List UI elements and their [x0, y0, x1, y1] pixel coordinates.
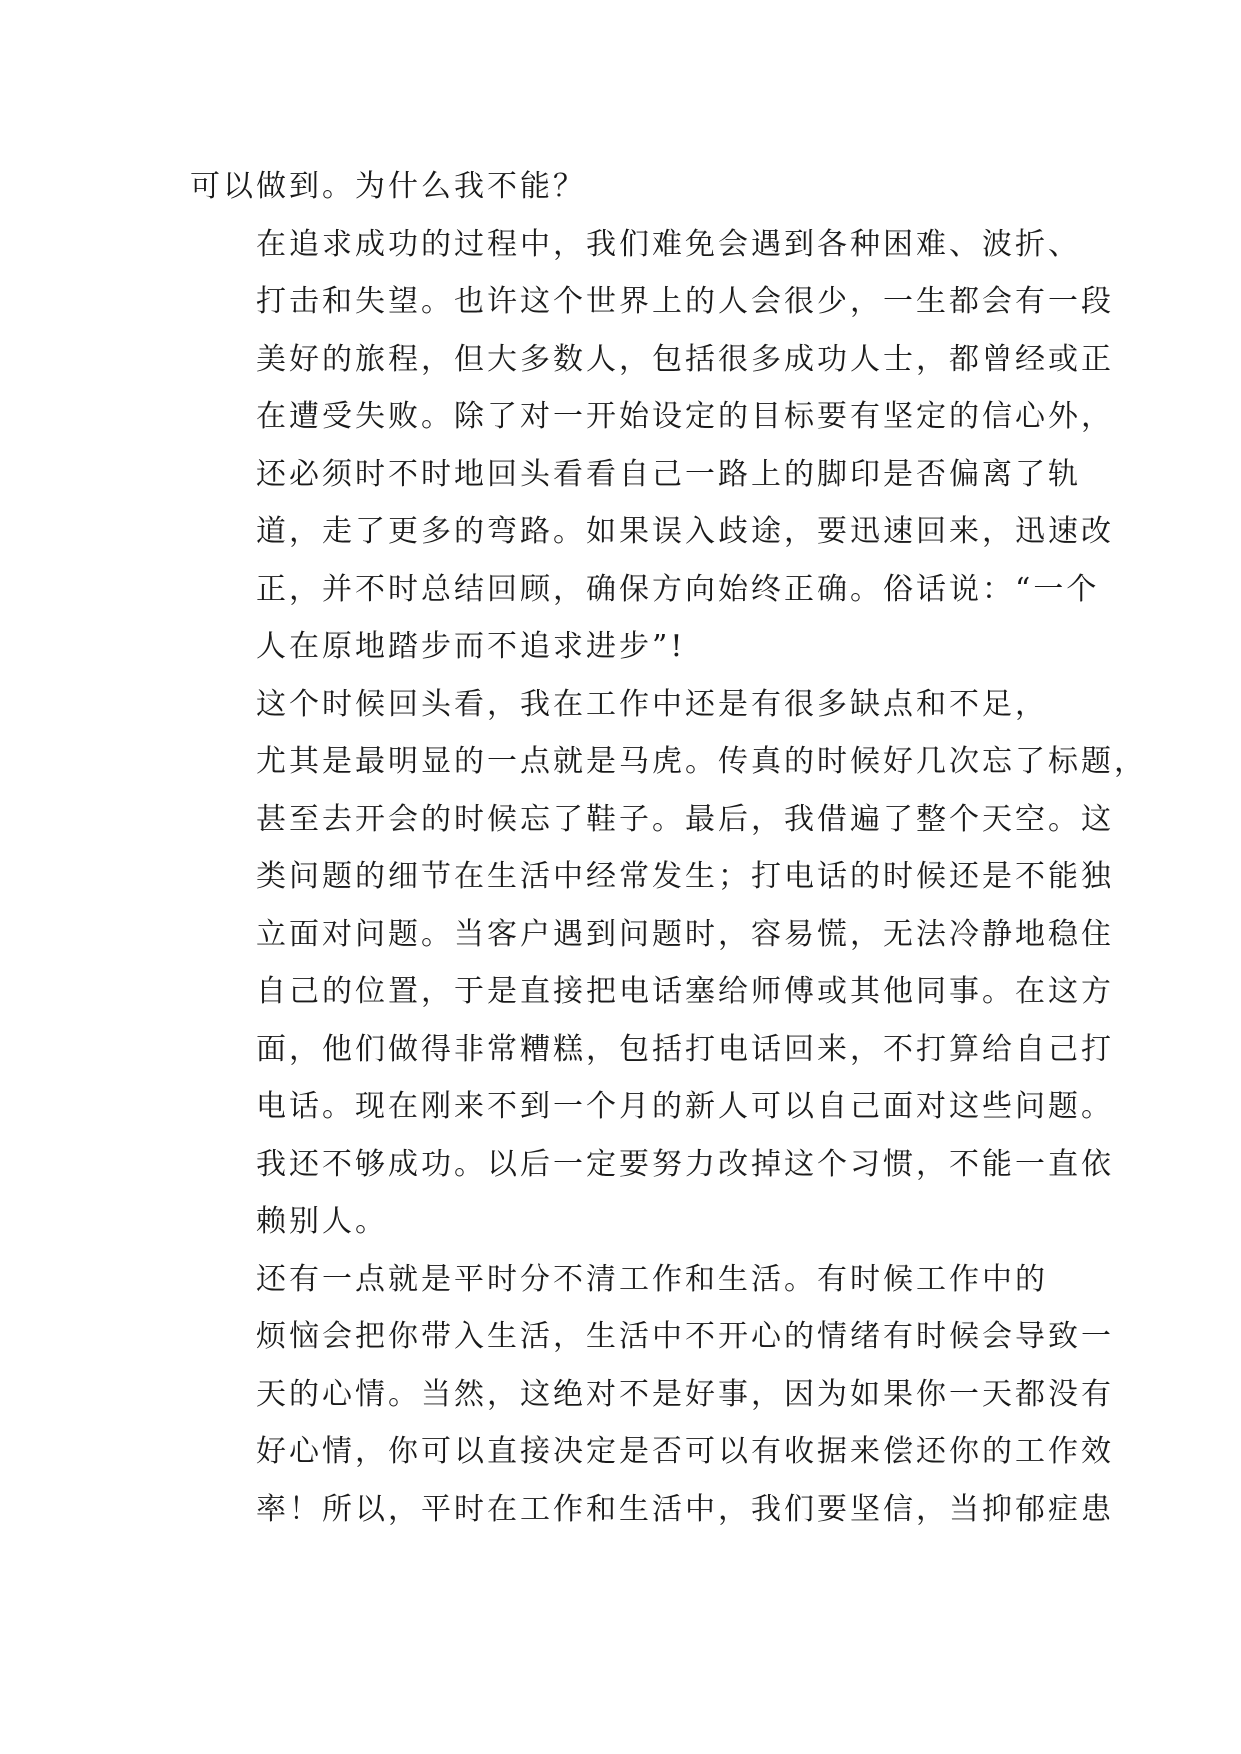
text-line: 人在原地踏步而不追求进步”! [256, 629, 686, 664]
text-line: 电话。现在刚来不到一个月的新人可以自己面对这些问题。 [256, 1089, 1114, 1124]
paragraph-1 [190, 158, 1050, 216]
text-line: 还必须时不时地回头看看自己一路上的脚印是否偏离了轨 [256, 456, 1081, 492]
text-line: 率！所以，平时在工作和生活中，我们要坚信，当抑郁症患 [256, 1491, 1114, 1527]
text-line: 赖别人。 [256, 1204, 388, 1239]
paragraph-2 [190, 216, 1114, 676]
text-line: 打击和失望。也许这个世界上的人会很少，一生都会有一段 [256, 284, 1114, 319]
text-line: 甚至去开会的时候忘了鞋子。最后，我借遍了整个天空。这 [256, 801, 1114, 837]
text-line: 这个时候回头看，我在工作中还是有很多缺点和不足， [256, 686, 1048, 722]
text-line: 自己的位置，于是直接把电话塞给师傅或其他同事。在这方 [256, 974, 1114, 1009]
text-line: 烦恼会把你带入生活，生活中不开心的情绪有时候会导致一 [256, 1319, 1114, 1354]
text-line: 面，他们做得非常糟糕，包括打电话回来，不打算给自己打 [256, 1031, 1114, 1067]
text-line: 正，并不时总结回顾，确保方向始终正确。俗话说：“一个 [256, 571, 1100, 607]
text-line: 类问题的细节在生活中经常发生；打电话的时候还是不能独 [256, 859, 1114, 894]
text-line: 我还不够成功。以后一定要努力改掉这个习惯，不能一直依 [256, 1146, 1114, 1182]
text-line: 美好的旅程，但大多数人，包括很多成功人士，都曾经或正 [256, 341, 1114, 377]
paragraph-3 [190, 676, 1147, 1251]
text-line: 立面对问题。当客户遇到问题时，容易慌，无法冷静地稳住 [256, 916, 1114, 952]
text-line: 在遭受失败。除了对一开始设定的目标要有坚定的信心外， [256, 399, 1114, 434]
text-line: 天的心情。当然，这绝对不是好事，因为如果你一天都没有 [256, 1376, 1114, 1412]
text-line: 可以做到。为什么我不能？ [190, 169, 586, 204]
body-text [190, 158, 1147, 1538]
text-line: 还有一点就是平时分不清工作和生活。有时候工作中的 [256, 1261, 1048, 1297]
text-line: 尤其是最明显的一点就是马虎。传真的时候好几次忘了标题， [256, 744, 1147, 779]
text-line: 道，走了更多的弯路。如果误入歧途，要迅速回来，迅速改 [256, 514, 1114, 549]
text-line: 好心情，你可以直接决定是否可以有收据来偿还你的工作效 [256, 1434, 1114, 1469]
text-line: 在追求成功的过程中，我们难免会遇到各种困难、波折、 [256, 226, 1081, 262]
paragraph-4 [190, 1251, 1114, 1539]
